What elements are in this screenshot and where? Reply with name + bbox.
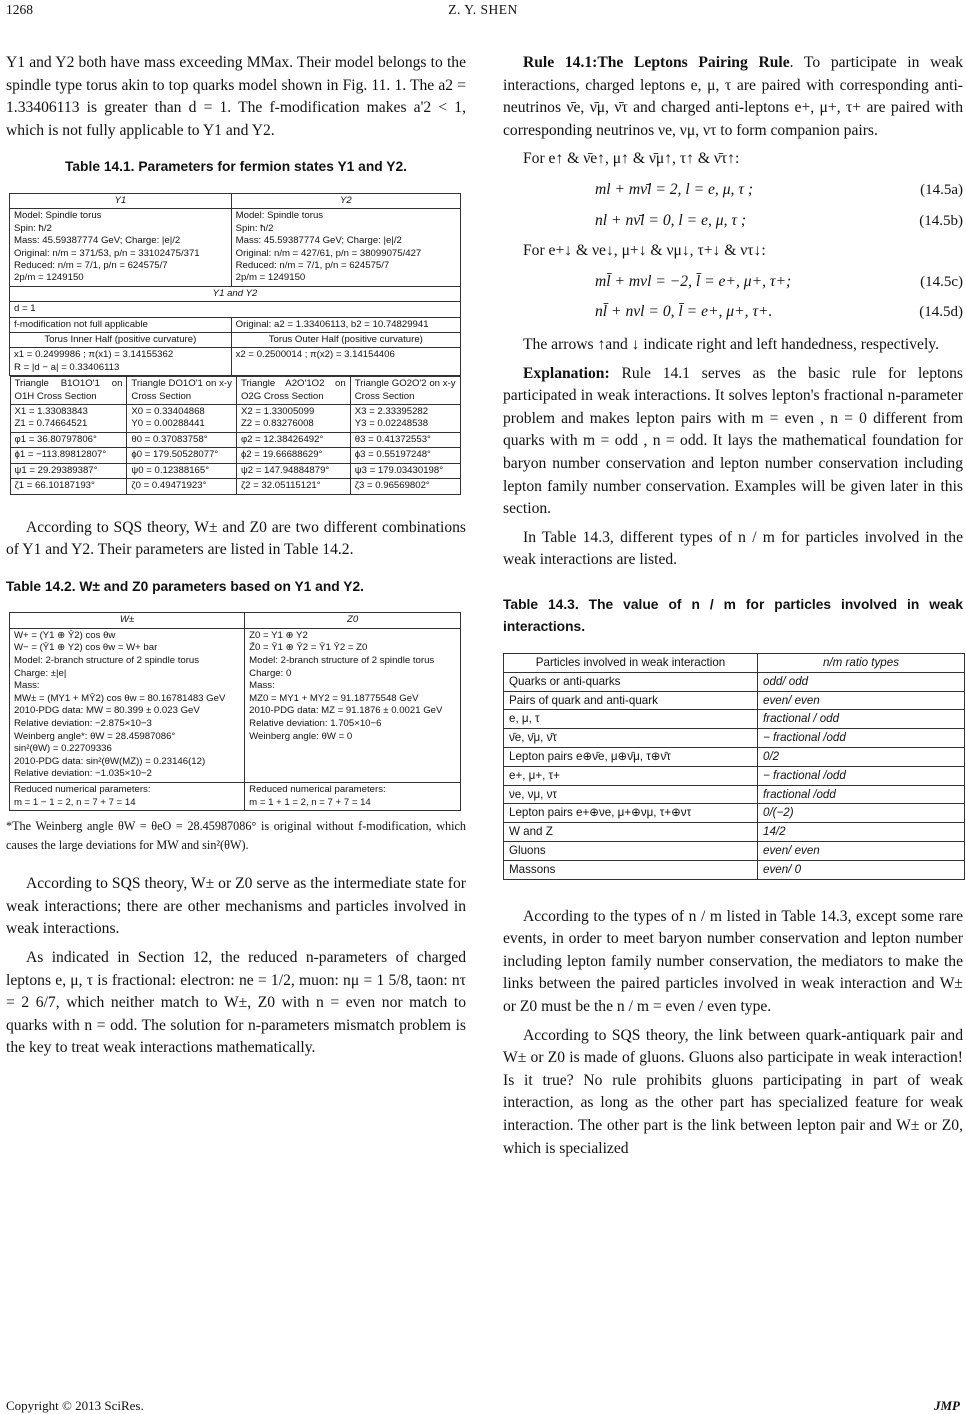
paragraph-explanation xyxy=(503,363,963,521)
equation-14-5d xyxy=(503,301,963,324)
t141-inner-vals: x1 = 0.2499986 ; π(x1) = 3.14155362 R = |d − a| = 0.33406113 xyxy=(10,348,232,376)
left-column xyxy=(6,52,466,1066)
t143-particle: e, μ, τ xyxy=(504,710,758,729)
t141-y1-model: Model: Spindle torus Spin: ħ/2 Mass: 45.59387774 GeV; Charge: |e|/2 Original: n/m = 371/53, p/n = 33102475/371 Reduced: n/m = 7/1, p/n = 624575/7 2p/m = 1249150 xyxy=(10,209,232,286)
t141-outer-vals: x2 = 0.2500014 ; π(x2) = 3.14154406 xyxy=(231,348,460,376)
t141-tri-psi: ψ1 = 29.29389387° xyxy=(10,463,127,478)
eq-c-body: ml̄ + mνl = −2, l̄ = e+, μ+, τ+; xyxy=(595,272,792,290)
t141-tri-phi2: ϕ0 = 179.50528077° xyxy=(127,448,237,463)
t143-ratio: fractional / odd xyxy=(758,710,965,729)
t143-particle: νe, νμ, ντ xyxy=(504,785,758,804)
paragraph-charged-leptons: As indicated in Section 12, the reduced n-parameters of charged leptons e, μ, τ is fractional: electron: ne = 1/2, muon: nμ = 1 5/8, taon: nτ = 2 6/7, which neither match to W±, Z0 with n = even nor match to quarks with n = odd. The solution for n-parameters mismatch problem is the key to treat weak interactions mathematically. xyxy=(6,948,466,1057)
eq-d-number: (14.5d) xyxy=(919,304,963,321)
t141-tri-xz: X3 = 2.33395282 Y3 = 0.02248538 xyxy=(350,405,460,433)
page-footer xyxy=(6,1398,960,1414)
table-14-3 xyxy=(503,653,965,880)
t141-tri-zeta: ζ0 = 0.49471923° xyxy=(127,479,237,494)
t141-tri-phi2: ϕ3 = 0.55197248° xyxy=(350,448,460,463)
table-14-3-caption: Table 14.3. The value of n / m for particles involved in weak interactions. xyxy=(503,596,963,635)
t141-tri-phi2: ϕ2 = 19.66688629° xyxy=(236,448,350,463)
table-14-2 xyxy=(9,612,461,811)
t142-z-main: Z0 = Y1 ⊕ Y2 Z̄0 = Ȳ1 ⊕ Ȳ2 = Ȳ1 Ȳ2 = Z0 Model: 2-branch structure of 2 spindle torus Charge: 0 Mass: MZ0 = MY1 + MY2 = 91.18775548 GeV 2010-PDG data: MZ = 91.1876 ± 0.0021 GeV Relative deviation: 1.705×10−6 Weinberg angle: θW = 0 xyxy=(245,628,461,782)
eq-a-body: ml + mν̄l = 2, l = e, μ, τ ; xyxy=(595,180,754,198)
t143-ratio: even/ even xyxy=(758,691,965,710)
paragraph-gluons: According to SQS theory, the link between quark-antiquark pair and W± or Z0 is made of gluons. Gluons also participate in weak interaction! Is it true? No rule prohibits gluons participating in part of weak interaction, as long as the other part has specialized feature for weak interaction. The other part is the link between lepton pair and W± or Z0, which is specialized xyxy=(503,1026,963,1157)
paragraph-intermediate-state: According to SQS theory, W± or Z0 serve as the intermediate state for weak interactions; there are other mechanisms and particles involved in weak interactions. xyxy=(6,875,466,938)
t143-particle: Massons xyxy=(504,860,758,879)
t141-inner-head: Torus Inner Half (positive curvature) xyxy=(10,333,232,348)
eq-d-body: nl̄ + nνl = 0, l̄ = e+, μ+, τ+. xyxy=(595,303,773,321)
t143-particle: Pairs of quark and anti-quark xyxy=(504,691,758,710)
t143-particle: Lepton pairs e+⊕νe, μ+⊕νμ, τ+⊕ντ xyxy=(504,804,758,823)
t143-ratio: 0/(−2) xyxy=(758,804,965,823)
t143-particle: Quarks or anti-quarks xyxy=(504,672,758,691)
rule-title: Rule 14.1:The Leptons Pairing Rule xyxy=(523,54,790,71)
paragraph-mediators: According to the types of n / m listed in Table 14.3, except some rare events, in order to meet baryon number conservation and lepton number including lepton family number conservation, the mediators to make the links between the paired particles involved in weak interaction and W± or Z0 must be the n / m = even / even type. xyxy=(503,907,963,1015)
t143-ratio: even/ even xyxy=(758,842,965,861)
t141-y2-model: Model: Spindle torus Spin: ħ/2 Mass: 45.59387774 GeV; Charge: |e|/2 Original: n/m = 427/61, p/n = 38099075/427 Reduced: n/m = 7/1, p/n = 624575/7 2p/m = 1249150 xyxy=(231,209,460,286)
t143-ratio: − fractional /odd xyxy=(758,766,965,785)
t141-tri-head: Triangle GO2O'2 on x-y Cross Section xyxy=(350,377,460,405)
t141-tri-head: Triangle DO1O'1 on x-y Cross Section xyxy=(127,377,237,405)
paragraph-intro: Y1 and Y2 both have mass exceeding MMax. Their model belongs to the spindle type torus akin to top quarks model shown in Fig. 11. 1. The a2 = 1.33406113 is greater than d = 1. The f-modification makes a'2 < 1, which is not fully applicable to Y1 and Y2. xyxy=(6,54,466,139)
t141-fmod-right: Original: a2 = 1.33406113, b2 = 10.74829941 xyxy=(231,317,460,332)
paragraph-table-14-3-intro: In Table 14.3, different types of n / m for particles involved in the weak interactions are listed. xyxy=(503,528,963,569)
t142-head-z: Z0 xyxy=(245,613,461,629)
for-clause-2: For e+↓ & νe↓, μ+↓ & νμ↓, τ+↓ & ντ↓: xyxy=(523,242,766,260)
t143-particle: Gluons xyxy=(504,842,758,861)
t143-particle: Lepton pairs e⊕ν̄e, μ⊕ν̄μ, τ⊕ν̄τ xyxy=(504,748,758,767)
t141-triangles xyxy=(10,376,461,494)
t141-fmod-left: f-modification not full applicable xyxy=(10,317,232,332)
table-14-1-caption: Table 14.1. Parameters for fermion states Y1 and Y2. xyxy=(64,159,407,175)
t142-head-w: W± xyxy=(10,613,245,629)
t143-ratio: even/ 0 xyxy=(758,860,965,879)
t141-tri-phi: φ1 = 36.80797806° xyxy=(10,432,127,447)
paragraph-w-z-combination: According to SQS theory, W± and Z0 are two different combinations of Y1 and Y2. Their parameters are listed in Table 14.2. xyxy=(6,518,466,559)
t141-tri-head: Triangle B1O1O'1 on O1H Cross Section xyxy=(10,377,127,405)
t141-tri-psi: ψ3 = 179.03430198° xyxy=(350,463,460,478)
t143-particle: e+, μ+, τ+ xyxy=(504,766,758,785)
running-author: Z. Y. SHEN xyxy=(448,2,518,17)
t142-z-reduced: Reduced numerical parameters: m = 1 + 1 = 2, n = 7 + 7 = 14 xyxy=(245,783,461,811)
page-number: 1268 xyxy=(6,2,33,17)
explanation-title: Explanation: xyxy=(523,364,610,382)
t141-head-y1: Y1 xyxy=(10,193,232,208)
eq-a-number: (14.5a) xyxy=(920,181,963,198)
explanation-text: Rule 14.1 serves as the basic rule for leptons participated in weak interactions. It solves lepton's fractional n-parameter problem and makes lepton pairs with m = even , n = 0 different from quarks with m = odd , n = odd. It lays the mathematical foundation for baryon number conservation and lepton number conservation including lepton family number conservation. Examples will be given later in this section. xyxy=(503,364,963,518)
table-14-2-footnote: *The Weinberg angle θW = θeO = 28.45987086° is original without f-modification, which causes the large deviations for MW and sin²(θW). xyxy=(6,819,466,853)
right-column xyxy=(503,52,963,1166)
copyright: Copyright © 2013 SciRes. xyxy=(6,1398,144,1413)
eq-b-body: nl + nν̄l = 0, l = e, μ, τ ; xyxy=(595,211,747,229)
t141-tri-zeta: ζ3 = 0.96569802° xyxy=(350,479,460,494)
t143-ratio: odd/ odd xyxy=(758,672,965,691)
t143-head-ratio: n/m ratio types xyxy=(758,654,965,673)
t143-ratio: 14/2 xyxy=(758,823,965,842)
t141-head-y2: Y2 xyxy=(231,193,460,208)
equation-14-5b xyxy=(503,210,963,233)
t141-tri-xz: X0 = 0.33404868 Y0 = 0.00288441 xyxy=(127,405,237,433)
t143-particle: W and Z xyxy=(504,823,758,842)
t141-d-row: d = 1 xyxy=(10,302,461,317)
equation-14-5c xyxy=(503,271,963,294)
rule-text: . To participate in weak interactions, charged leptons e, μ, τ are paired with corresponding anti-neutrinos ν̄e, ν̄μ, ν̄τ and charged anti-leptons e+, μ+, τ+ are paired with corresponding neutrinos νe, νμ, ντ to form companion pairs. xyxy=(503,54,963,139)
paragraph-arrows: The arrows ↑and ↓ indicate right and left handedness, respectively. xyxy=(523,335,939,353)
t141-both-head: Y1 and Y2 xyxy=(10,286,461,301)
eq-c-number: (14.5c) xyxy=(920,273,963,290)
t142-w-reduced: Reduced numerical parameters: m = 1 − 1 = 2, n = 7 + 7 = 14 xyxy=(10,783,245,811)
equation-14-5a xyxy=(503,179,963,202)
eq-b-number: (14.5b) xyxy=(919,212,963,229)
t143-head-particles: Particles involved in weak interaction xyxy=(504,654,758,673)
page-header xyxy=(0,0,966,22)
t142-w-main: W+ = (Y1 ⊕ Ȳ2) cos θw W− = (Ȳ1 ⊕ Y2) cos θw = W+ bar Model: 2-branch structure of 2 spindle torus Charge: ±|e| Mass: MW± = (MY1 + MȲ2) cos θw = 80.16781483 GeV 2010-PDG data: MW = 80.399 ± 0.023 GeV Relative deviation: −2.875×10−3 Weinberg angle*: θW = 28.45987086° sin²(θW) = 0.22709336 2010-PDG data: sin²(θW(MZ)) = 0.23146(12) Relative deviation: −1.035×10−2 xyxy=(10,628,245,782)
t141-tri-phi: θ0 = 0.37083758° xyxy=(127,432,237,447)
t143-ratio: 0/2 xyxy=(758,748,965,767)
t141-tri-xz: X1 = 1.33083843 Z1 = 0.74664521 xyxy=(10,405,127,433)
t141-tri-psi: ψ0 = 0.12388165° xyxy=(127,463,237,478)
table-14-2-caption: Table 14.2. W± and Z0 parameters based on Y1 and Y2. xyxy=(6,578,364,594)
journal-abbrev: JMP xyxy=(934,1398,960,1413)
t141-outer-head: Torus Outer Half (positive curvature) xyxy=(231,333,460,348)
t141-tri-xz: X2 = 1.33005099 Z2 = 0.83276008 xyxy=(236,405,350,433)
t141-tri-zeta: ζ2 = 32.05115121° xyxy=(236,479,350,494)
table-14-1 xyxy=(9,193,461,495)
for-clause-1: For e↑ & ν̄e↑, μ↑ & ν̄μ↑, τ↑ & ν̄τ↑: xyxy=(523,150,740,168)
t141-tri-zeta: ζ1 = 66.10187193° xyxy=(10,479,127,494)
t143-ratio: − fractional /odd xyxy=(758,729,965,748)
t141-tri-psi: ψ2 = 147.94884879° xyxy=(236,463,350,478)
t141-tri-phi: θ3 = 0.41372553° xyxy=(350,432,460,447)
t141-tri-phi: φ2 = 12.38426492° xyxy=(236,432,350,447)
t143-ratio: fractional /odd xyxy=(758,785,965,804)
t143-particle: ν̄e, ν̄μ, ν̄τ xyxy=(504,729,758,748)
rule-14-1 xyxy=(503,52,963,142)
t141-tri-head: Triangle A2O'1O2 on O2G Cross Section xyxy=(236,377,350,405)
t141-tri-phi2: ϕ1 = −113.89812807° xyxy=(10,448,127,463)
